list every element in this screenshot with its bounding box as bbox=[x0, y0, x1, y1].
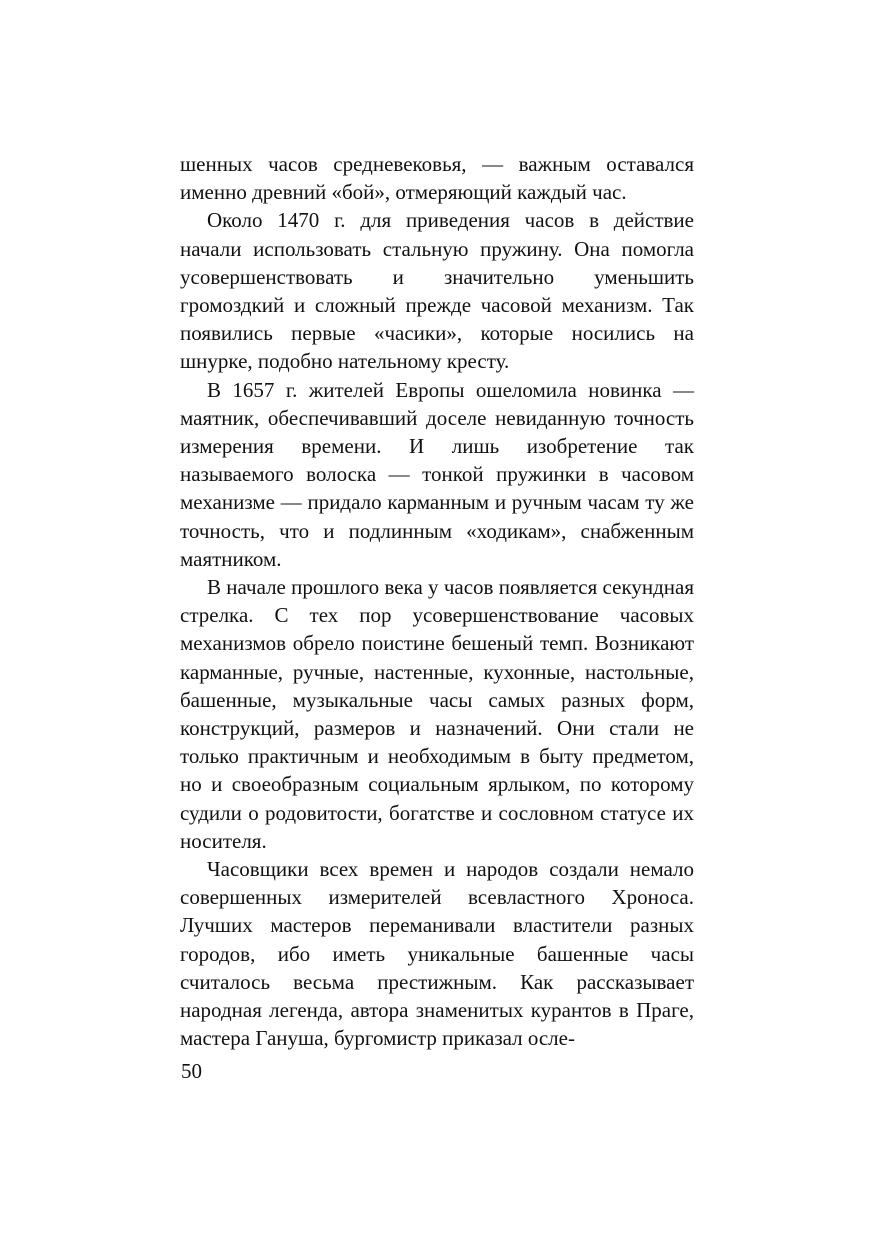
paragraph-continuation: шенных часов средневековья, — важным оставался именно древний «бой», отмеряющий каждый час. bbox=[180, 152, 694, 205]
page-number: 50 bbox=[181, 1059, 202, 1083]
paragraph-spring: Около 1470 г. для приведения часов в действие начали использовать стальную пружину. Она помогла усовершенствовать и значительно уменьшить громоздкий и сложный прежде часовой механизм. Так появились первые «часики», которые носились на шнурке, подобно нательному кресту. bbox=[180, 208, 694, 374]
paragraph-clockmakers: Часовщики всех времен и народов создали немало совершенных измерителей всевластного Хроноса. Лучших мастеров переманивали властители разных городов, ибо иметь уникальные башенные часы считалось весьма престижным. Как рассказывает народная легенда, автора знаменитых курантов в Праге, мастера Гануша, бургомистр приказал осле- bbox=[180, 857, 694, 1051]
body-text bbox=[180, 150, 694, 1053]
paragraph-second-hand: В начале прошлого века у часов появляется секундная стрелка. С тех пор усовершенствование часовых механизмов обрело поистине бешеный темп. Возникают карманные, ручные, настенные, кухонные, настольные, башенные, музыкальные часы самых разных форм, конструкций, размеров и назначений. Они стали не только практичным и необходимым в быту предметом, но и своеобразным социальным ярлыком, по которому судили о родовитости, богатстве и сословном статусе их носителя. bbox=[180, 575, 694, 853]
paragraph-pendulum: В 1657 г. жителей Европы ошеломила новинка — маятник, обеспечивавший доселе невиданную точность измерения времени. И лишь изобретение так называемого волоска — тонкой пружинки в часовом механизме — придало карманным и ручным часам ту же точность, что и подлинным «ходикам», снабженным маятником. bbox=[180, 377, 694, 571]
